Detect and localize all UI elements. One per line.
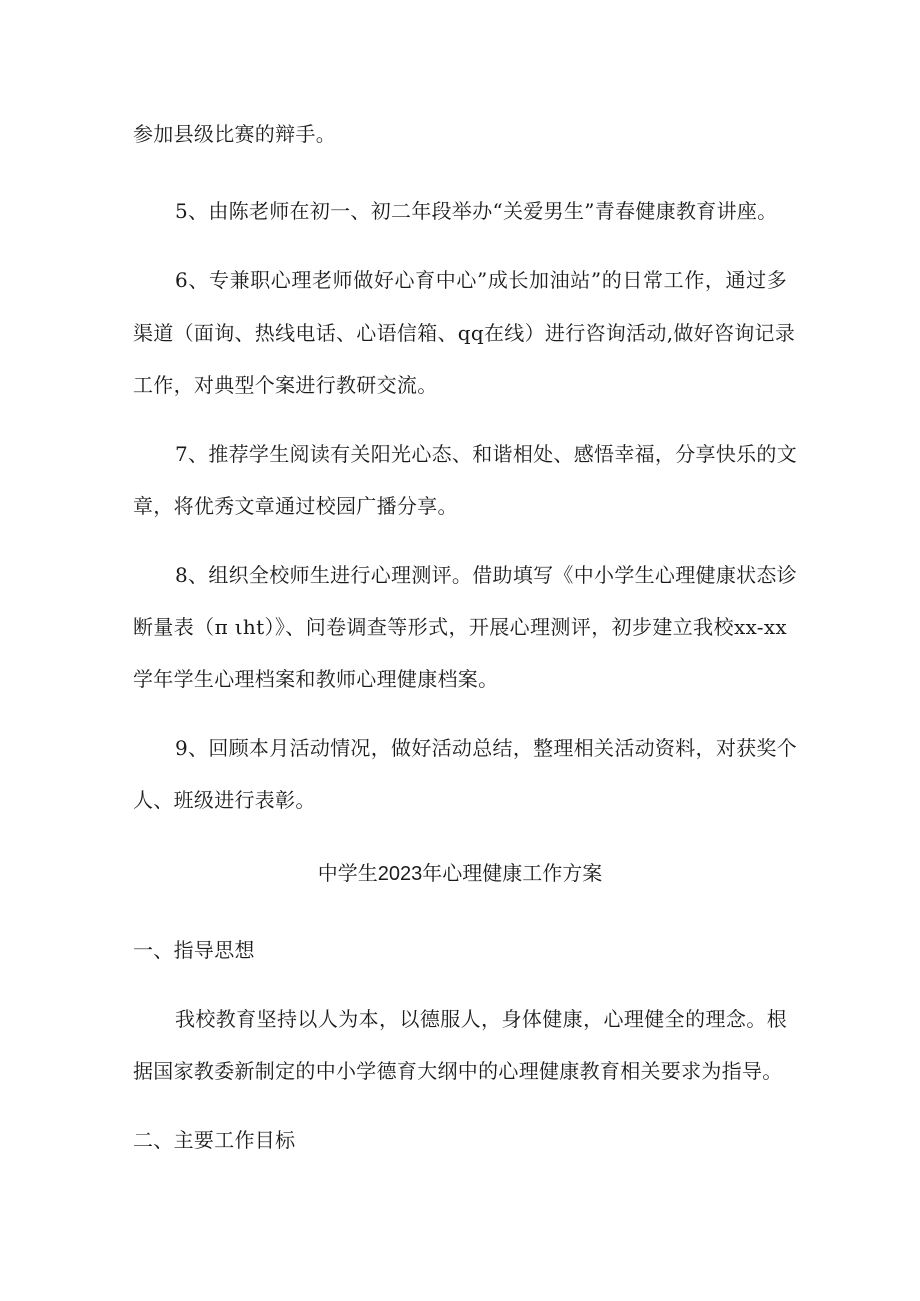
item-7-line-1: 7、推荐学生阅读有关阳光心态、和谐相处、感悟幸福，分享快乐的文 [175,442,798,466]
section-heading-2: 二、主要工作目标 [133,1128,296,1152]
document-title: 中学生2023年心理健康工作方案 [317,863,603,885]
item-6-line-1: 6、专兼职心理老师做好心育中心”成长加油站”的日常工作，通过多 [175,268,787,292]
item-6-line-3: 工作，对典型个案进行教研交流。 [133,373,438,397]
item-7-line-2: 章，将优秀文章通过校园广播分享。 [133,494,458,518]
item-6-line-2: 渠道（面询、热线电话、心语信箱、qq在线）进行咨询活动,做好咨询记录 [133,321,796,345]
item-8-line-2: 断量表（π ιht）》、问卷调查等形式，开展心理测评，初步建立我校xx-xx [133,615,787,639]
paragraph-line: 参加县级比赛的辩手。 [133,122,336,146]
section-1-line-2: 据国家教委新制定的中小学德育大纲中的心理健康教育相关要求为指导。 [133,1059,783,1083]
item-8-line-1: 8、组织全校师生进行心理测评。借助填写《中小学生心理健康状态诊 [175,563,798,587]
item-9-line-1: 9、回顾本月活动情况，做好活动总结，整理相关活动资料，对获奖个 [175,736,798,760]
item-8-line-3: 学年学生心理档案和教师心理健康档案。 [133,667,499,691]
section-heading-1: 一、指导思想 [133,938,255,962]
item-9-line-2: 人、班级进行表彰。 [133,788,316,812]
section-1-line-1: 我校教育坚持以人为本，以德服人，身体健康，心理健全的理念。根 [175,1007,787,1031]
item-5-line: 5、由陈老师在初一、初二年段举办“关爱男生”青春健康教育讲座。 [175,199,778,223]
